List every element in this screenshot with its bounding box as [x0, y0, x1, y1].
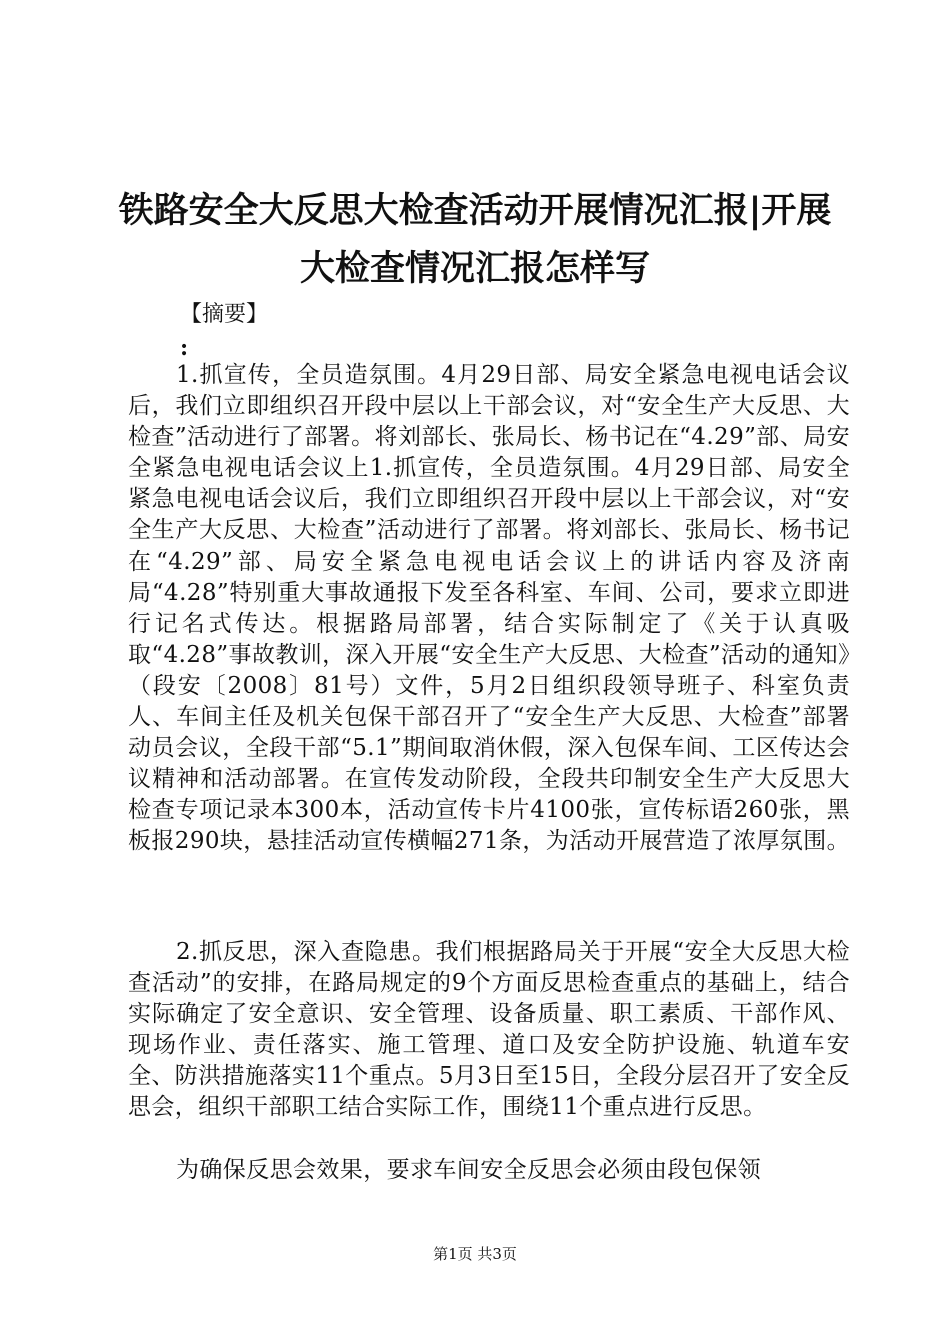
page-footer: 第1页 共3页 — [433, 1245, 517, 1263]
document-title: 铁路安全大反思大检查活动开展情况汇报|开展大检查情况汇报怎样写 — [118, 191, 832, 289]
paragraph-1: 1.抓宣传，全员造氛围。4月29日部、局安全紧急电视电话会议后，我们立即组织召开段中层以上干部会议，对“安全生产大反思、大检查”活动进行了部署。将刘部长、张局长、杨书记在“4.29”部、局安全紧急电视电话会议上1.抓宣传，全员造氛围。4月29日部、局安全紧急电视电话会议后，我们立即组织召开段中层以上干部会议，对“安全生产大反思、大检查”活动进行了部署。将刘部长、张局长、杨书记在“4.29”部、局安全紧急电视电话会议上的讲话内容及济南局“4.28”特别重大事故通报下发至各科室、车间、公司，要求立即进行记名式传达。根据路局部署，结合实际制定了《关于认真吸取“4.28”事故教训，深入开展“安全生产大反思、大检查”活动的通知》（段安〔2008〕81号）文件，5月2日组织段领导班子、科室负责人、车间主任及机关包保干部召开了“安全生产大反思、大检查”部署动员会议，全段干部“5.1”期间取消休假，深入包保车间、工区传达会议精神和活动部署。在宣传发动阶段，全段共印制安全生产大反思大检查专项记录本300本，活动宣传卡片4100张，宣传标语260张，黑板报290块，悬挂活动宣传横幅271条，为活动开展营造了浓厚氛围。 — [128, 362, 850, 855]
paragraph-3: 为确保反思会效果，要求车间安全反思会必须由段包保领 — [176, 1157, 761, 1183]
abstract-colon: : — [180, 335, 189, 361]
abstract-label: 【摘要】 — [180, 302, 269, 327]
paragraph-2: 2.抓反思，深入查隐患。我们根据路局关于开展“安全大反思大检查活动”的安排，在路局规定的9个方面反思检查重点的基础上，结合实际确定了安全意识、安全管理、设备质量、职工素质、干部作风、现场作业、责任落实、施工管理、道口及安全防护设施、轨道车安全、防洪措施落实11个重点。5月3日至15日，全段分层召开了安全反思会，组织干部职工结合实际工作，围绕11个重点进行反思。 — [128, 939, 850, 1121]
